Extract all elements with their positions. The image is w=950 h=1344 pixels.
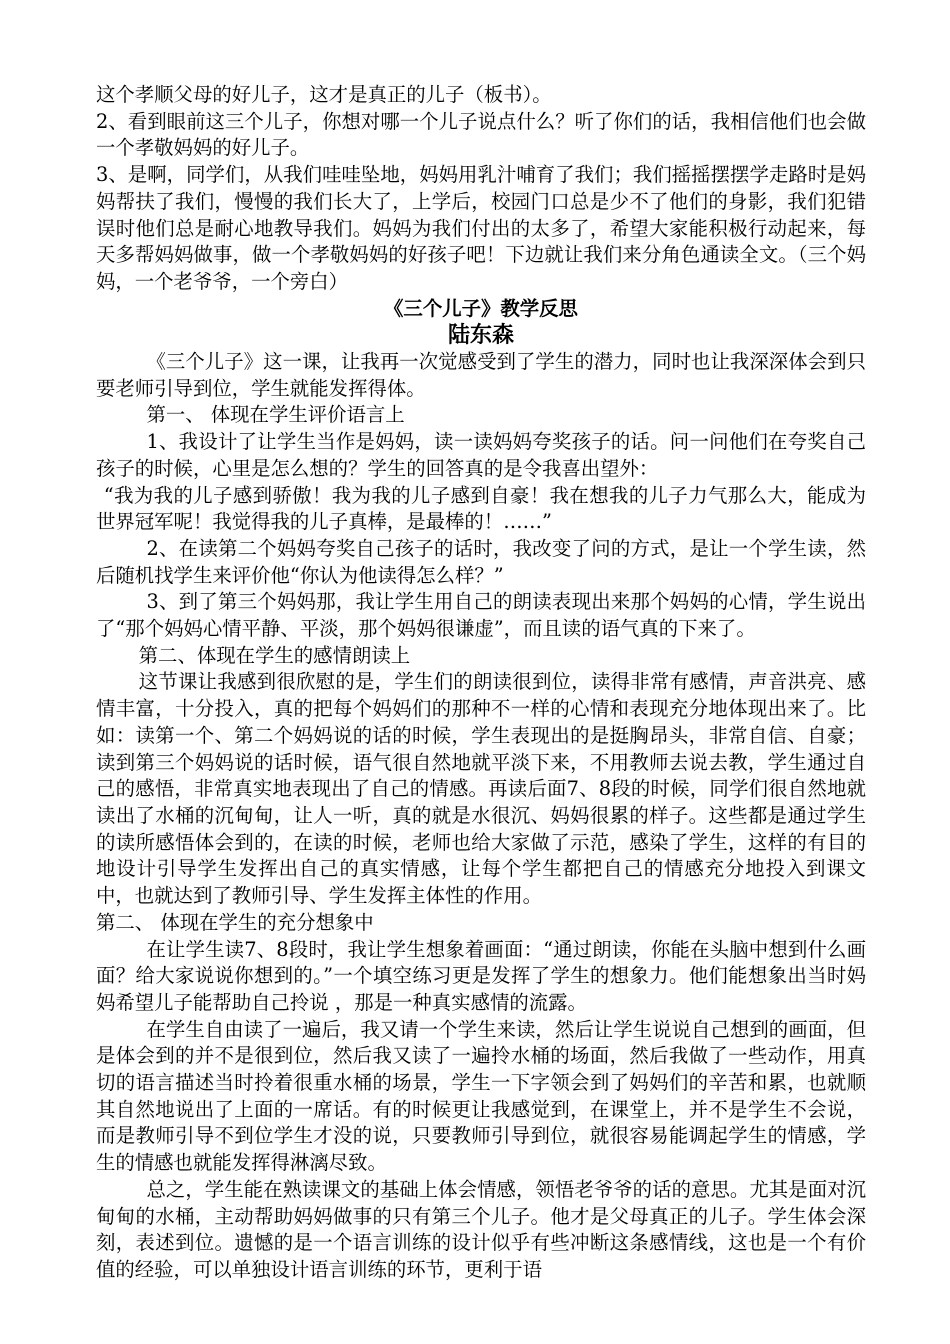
intro-paragraph-3: 3、是啊，同学们，从我们哇哇坠地，妈妈用乳汁哺育了我们；我们摇摇摆摆学走路时是妈妈帮扶了我们，慢慢的我们长大了，上学后，校园门口总是少不了他们的身影，我们犯错误时他们总是耐心地教导我们。妈妈为我们付出的太多了，希望大家能积极行动起来，每天多帮妈妈做事，做一个孝敬妈妈的好孩子吧！下边就让我们来分角色通读全文。（三个妈妈，一个老爷爷，一个旁白） (96, 163, 866, 293)
section1-paragraph-2: 2、在读第二个妈妈夸奖自己孩子的话时，我改变了问的方式，是让一个学生读，然后随机找学生来评价他“你认为他读得怎么样？” (96, 536, 866, 587)
section1-quote: “我为我的儿子感到骄傲！我为我的儿子感到自豪！我在想我的儿子力气那么大，能成为世界冠军呢！我觉得我的儿子真棒，是最棒的！……” (96, 483, 866, 534)
section1-heading: 第一、 体现在学生评价语言上 (146, 403, 405, 427)
intro-paragraph-2: 2、看到眼前这三个儿子，你想对哪一个儿子说点什么？听了你们的话，我相信他们也会做一个孝敬妈妈的好儿子。 (96, 109, 866, 160)
reflection-opening: 《三个儿子》这一课，让我再一次觉感受到了学生的潜力，同时也让我深深体会到只要老师引导到位，学生就能发挥得体。 (96, 350, 866, 400)
document-page (96, 82, 866, 1284)
section3-heading: 第二、 体现在学生的充分想象中 (96, 910, 374, 934)
section3-paragraph-3: 总之，学生能在熟读课文的基础上体会情感，领悟老爷爷的话的意思。尤其是面对沉甸甸的水桶，主动帮助妈妈做事的只有第三个儿子。他才是父母真正的儿子。学生体会深刻，表述到位。遗憾的是一个语言训练的设计似乎有些冲断这条感情线，这也是一个有价值的经验，可以单独设计语言训练的环节，更利于语 (96, 1177, 866, 1281)
reflection-author: 陆东森 (447, 322, 514, 349)
section2-paragraph-1: 这节课让我感到很欣慰的是，学生们的朗读很到位，读得非常有感情，声音洪亮、感情丰富，十分投入，真的把每个妈妈们的那种不一样的心情和表现充分地体现出来了。比如：读第一个、第二个妈妈说的话的时候，学生表现出的是挺胸昂头，非常自信、自豪；读到第三个妈妈说的话时候，语气很自然地就平淡下来，不用教师去说去教，学生通过自己的感悟，非常真实地表现出了自己的情感。再读后面7、8段的时候，同学们很自然地就读出了水桶的沉甸甸，让人一听，真的就是水很沉、妈妈很累的样子。这些都是通过学生的读所感悟体会到的，在读的时候，老师也给大家做了示范，感染了学生，这样的有目的地设计引导学生发挥出自己的真实情感，让每个学生都把自己的情感充分地投入到课文中，也就达到了教师引导、学生发挥主体性的作用。 (96, 670, 866, 908)
section1-paragraph-3: 3、到了第三个妈妈那，我让学生用自己的朗读表现出来那个妈妈的心情，学生说出了“那个妈妈心情平静、平淡，那个妈妈很谦虚”，而且读的语气真的下来了。 (96, 590, 866, 641)
intro-paragraph-1: 这个孝顺父母的好儿子，这才是真正的儿子（板书）。 (96, 83, 552, 106)
reflection-title: 《三个儿子》教学反思 (384, 296, 578, 320)
section3-paragraph-1: 在让学生读7、8段时，我让学生想象着画面：“通过朗读，你能在头脑中想到什么画面？给大家说说你想到的。”一个填空练习更是发挥了学生的想象力。他们能想象出当时妈妈希望儿子能帮助自己拎说 ，那是一种真实感情的流露。 (96, 937, 866, 1014)
section3-paragraph-2: 在学生自由读了一遍后，我又请一个学生来读，然后让学生说说自己想到的画面，但是体会到的并不是很到位，然后我又读了一遍拎水桶的场面，然后我做了一些动作，用真切的语言描述当时拎着很重水桶的场景，学生一下字领会到了妈妈们的辛苦和累，也就顺其自然地说出了上面的一席话。有的时候更让我感觉到，在课堂上，并不是学生不会说，而是教师引导不到位学生才没的说，只要教师引导到位，就很容易能调起学生的情感，学生的情感也就能发挥得淋漓尽致。 (96, 1017, 866, 1175)
section1-paragraph-1: 1、我设计了让学生当作是妈妈，读一读妈妈夸奖孩子的话。问一问他们在夸奖自己孩子的时候，心里是怎么想的？学生的回答真的是令我喜出望外： (96, 430, 866, 480)
section2-heading: 第二、体现在学生的感情朗读上 (138, 643, 411, 667)
